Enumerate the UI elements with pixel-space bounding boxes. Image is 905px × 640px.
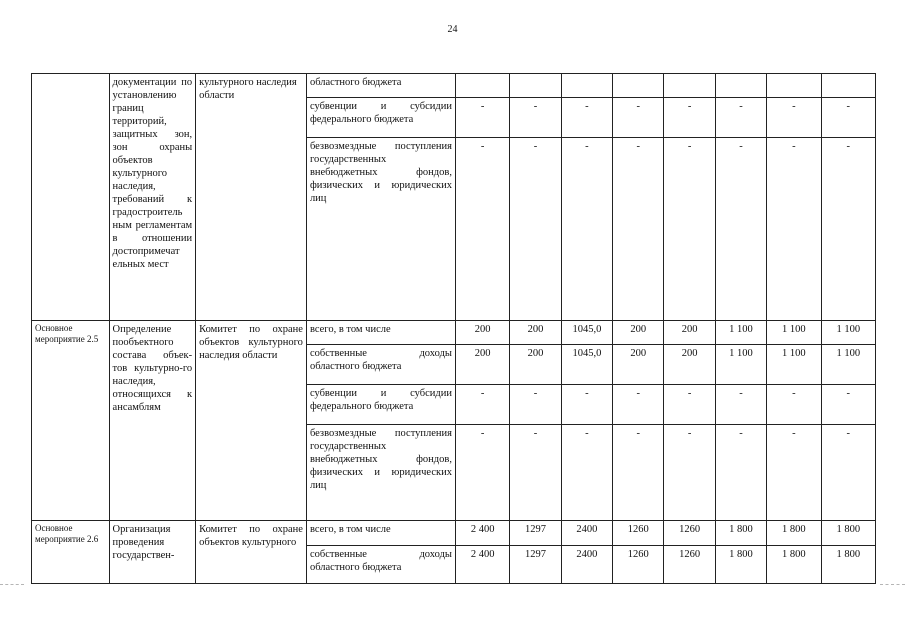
value-cell: 1 100 bbox=[821, 345, 875, 385]
value-cell: - bbox=[613, 385, 664, 425]
value-cell: 1 100 bbox=[767, 345, 821, 385]
value-cell: 1 800 bbox=[767, 521, 821, 546]
value-cell: - bbox=[767, 138, 821, 321]
value-cell: 1 800 bbox=[821, 521, 875, 546]
table-row bbox=[32, 521, 876, 546]
value-cell: - bbox=[767, 385, 821, 425]
value-cell: - bbox=[821, 98, 875, 138]
value-cell bbox=[767, 74, 821, 98]
value-cell bbox=[715, 74, 766, 98]
value-cell: 200 bbox=[613, 345, 664, 385]
value-cell: 1 800 bbox=[821, 546, 875, 584]
measure-name-cell: Организация проведения государствен- bbox=[109, 521, 196, 584]
value-cell: 2400 bbox=[561, 521, 612, 546]
value-cell bbox=[510, 74, 561, 98]
source-cell: субвенции и субсидии федерального бюджета bbox=[306, 385, 455, 425]
value-cell: 200 bbox=[664, 321, 715, 345]
value-cell: 1 800 bbox=[715, 546, 766, 584]
value-cell: - bbox=[715, 385, 766, 425]
value-cell: - bbox=[664, 385, 715, 425]
source-cell: собственные доходы областного бюджета bbox=[306, 345, 455, 385]
value-cell: - bbox=[821, 138, 875, 321]
value-cell: - bbox=[561, 138, 612, 321]
value-cell: - bbox=[613, 98, 664, 138]
budget-table bbox=[31, 73, 876, 584]
executor-cell: культурного наследия области bbox=[196, 74, 307, 321]
value-cell: - bbox=[664, 98, 715, 138]
measure-name-cell: документации по установлению границ территорий, защитных зон, зон охраны объектов культурного наследия, требований к градостроитель ным регламентам в отношении достопримечат ельных мест bbox=[109, 74, 196, 321]
value-cell: - bbox=[613, 425, 664, 521]
executor-cell: Комитет по охране объектов культурного наследия области bbox=[196, 321, 307, 521]
source-cell: всего, в том числе bbox=[306, 321, 455, 345]
value-cell: - bbox=[455, 385, 509, 425]
scan-edge-divider bbox=[0, 584, 24, 585]
executor-cell: Комитет по охране объектов культурного bbox=[196, 521, 307, 584]
value-cell: - bbox=[767, 98, 821, 138]
measure-cell: Основное мероприятие 2.6 bbox=[32, 521, 110, 584]
value-cell bbox=[664, 74, 715, 98]
source-cell: безвозмездные поступления государственных внебюджетных фондов, физических и юридических лиц bbox=[306, 138, 455, 321]
value-cell: 200 bbox=[510, 345, 561, 385]
value-cell: - bbox=[510, 385, 561, 425]
value-cell: 200 bbox=[455, 345, 509, 385]
measure-cell bbox=[32, 74, 110, 321]
value-cell: 2 400 bbox=[455, 546, 509, 584]
value-cell: 1 100 bbox=[767, 321, 821, 345]
source-cell: безвозмездные поступления государственных внебюджетных фондов, физических и юридических лиц bbox=[306, 425, 455, 521]
value-cell: 1045,0 bbox=[561, 345, 612, 385]
source-cell: областного бюджета bbox=[306, 74, 455, 98]
value-cell: - bbox=[510, 138, 561, 321]
value-cell: 200 bbox=[664, 345, 715, 385]
value-cell bbox=[613, 74, 664, 98]
table-row bbox=[32, 321, 876, 345]
value-cell: - bbox=[715, 425, 766, 521]
value-cell: 200 bbox=[455, 321, 509, 345]
measure-cell: Основное мероприятие 2.5 bbox=[32, 321, 110, 521]
value-cell: 1260 bbox=[664, 521, 715, 546]
value-cell: - bbox=[613, 138, 664, 321]
value-cell bbox=[821, 74, 875, 98]
table-row bbox=[32, 74, 876, 98]
page-number: 24 bbox=[447, 24, 458, 35]
value-cell: - bbox=[715, 138, 766, 321]
value-cell: 2400 bbox=[561, 546, 612, 584]
source-cell: всего, в том числе bbox=[306, 521, 455, 546]
value-cell bbox=[561, 74, 612, 98]
value-cell: - bbox=[561, 385, 612, 425]
value-cell: - bbox=[821, 425, 875, 521]
value-cell: 1 100 bbox=[715, 321, 766, 345]
value-cell: 1297 bbox=[510, 546, 561, 584]
value-cell: 2 400 bbox=[455, 521, 509, 546]
scan-edge-divider bbox=[880, 584, 905, 585]
value-cell: 1260 bbox=[613, 546, 664, 584]
value-cell: - bbox=[561, 98, 612, 138]
value-cell: - bbox=[664, 138, 715, 321]
value-cell: - bbox=[510, 425, 561, 521]
value-cell: 1 100 bbox=[821, 321, 875, 345]
value-cell: 1 100 bbox=[715, 345, 766, 385]
value-cell: 1045,0 bbox=[561, 321, 612, 345]
value-cell: - bbox=[561, 425, 612, 521]
value-cell: - bbox=[821, 385, 875, 425]
value-cell: 200 bbox=[510, 321, 561, 345]
value-cell: 1260 bbox=[664, 546, 715, 584]
source-cell: собственные доходы областного бюджета bbox=[306, 546, 455, 584]
value-cell: 200 bbox=[613, 321, 664, 345]
value-cell: - bbox=[455, 138, 509, 321]
value-cell: 1260 bbox=[613, 521, 664, 546]
source-cell: субвенции и субсидии федерального бюджета bbox=[306, 98, 455, 138]
value-cell: 1297 bbox=[510, 521, 561, 546]
value-cell: - bbox=[664, 425, 715, 521]
value-cell bbox=[455, 74, 509, 98]
value-cell: 1 800 bbox=[715, 521, 766, 546]
value-cell: - bbox=[510, 98, 561, 138]
value-cell: - bbox=[767, 425, 821, 521]
measure-name-cell: Определение пообъектного состава объек-тов культурно-го наследия, относящихся к ансамблям bbox=[109, 321, 196, 521]
value-cell: - bbox=[455, 98, 509, 138]
value-cell: - bbox=[715, 98, 766, 138]
value-cell: - bbox=[455, 425, 509, 521]
value-cell: 1 800 bbox=[767, 546, 821, 584]
